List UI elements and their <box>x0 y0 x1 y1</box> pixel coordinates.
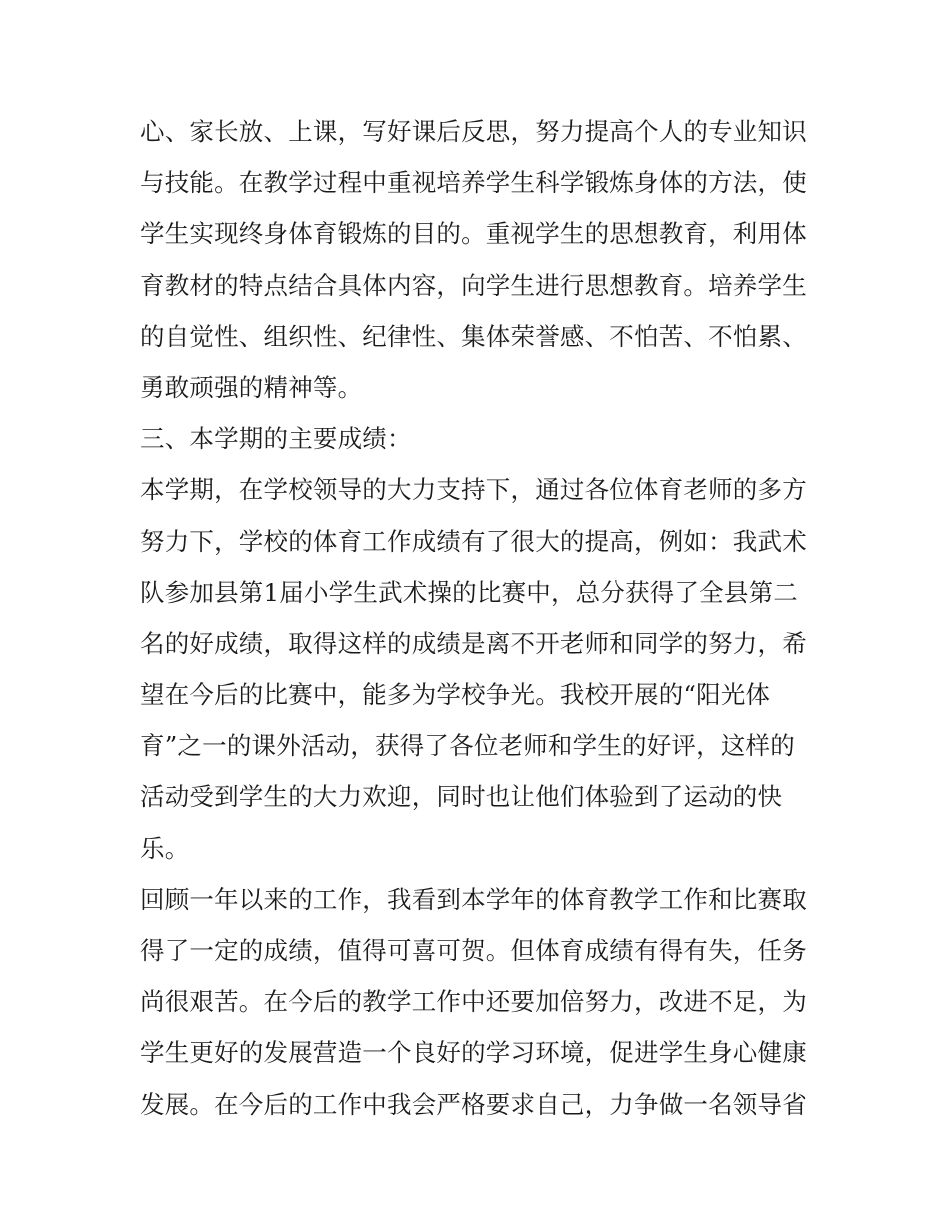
text-line: 乐。 <box>140 833 190 863</box>
text-line: 活动受到学生的大力欢迎，同时也让他们体验到了运动的快 <box>140 782 783 812</box>
text-line: 与技能。在教学过程中重视培养学生科学锻炼身体的方法，使 <box>140 168 807 198</box>
text-line: 心、家长放、上课，写好课后反思，努力提高个人的专业知识 <box>140 117 807 146</box>
text-line: 尚很艰苦。在今后的教学工作中还要加倍努力，改进不足，为 <box>140 987 807 1017</box>
document-body-text <box>140 106 820 1130</box>
text-line: 学生更好的发展营造一个良好的学习环境，促进学生身心健康 <box>140 1038 807 1068</box>
text-line: 勇敢顽强的精神等。 <box>140 372 363 402</box>
text-line: 育”之一的课外活动，获得了各位老师和学生的好评，这样的 <box>140 731 795 761</box>
text-line: 发展。在今后的工作中我会严格要求自己，力争做一名领导省 <box>140 1089 807 1119</box>
text-line: 学生实现终身体育锻炼的目的。重视学生的思想教育，利用体 <box>140 219 807 249</box>
text-line: 回顾一年以来的工作，我看到本学年的体育教学工作和比赛取 <box>140 884 807 914</box>
text-line: 的自觉性、组织性、纪律性、集体荣誉感、不怕苦、不怕累、 <box>140 321 807 351</box>
text-line: 本学期，在学校领导的大力支持下，通过各位体育老师的多方 <box>140 475 807 505</box>
text-line: 努力下，学校的体育工作成绩有了很大的提高，例如：我武术 <box>140 526 807 556</box>
text-line: 得了一定的成绩，值得可喜可贺。但体育成绩有得有失，任务 <box>140 936 807 965</box>
section-heading: 三、本学期的主要成绩： <box>140 424 412 454</box>
text-line: 名的好成绩，取得这样的成绩是离不开老师和同学的努力，希 <box>140 628 807 658</box>
text-line: 育教材的特点结合具体内容，向学生进行思想教育。培养学生 <box>140 270 807 300</box>
text-line: 队参加县第1届小学生武术操的比赛中，总分获得了全县第二 <box>140 577 798 607</box>
text-line: 望在今后的比赛中，能多为学校争光。我校开展的“阳光体 <box>140 680 771 710</box>
